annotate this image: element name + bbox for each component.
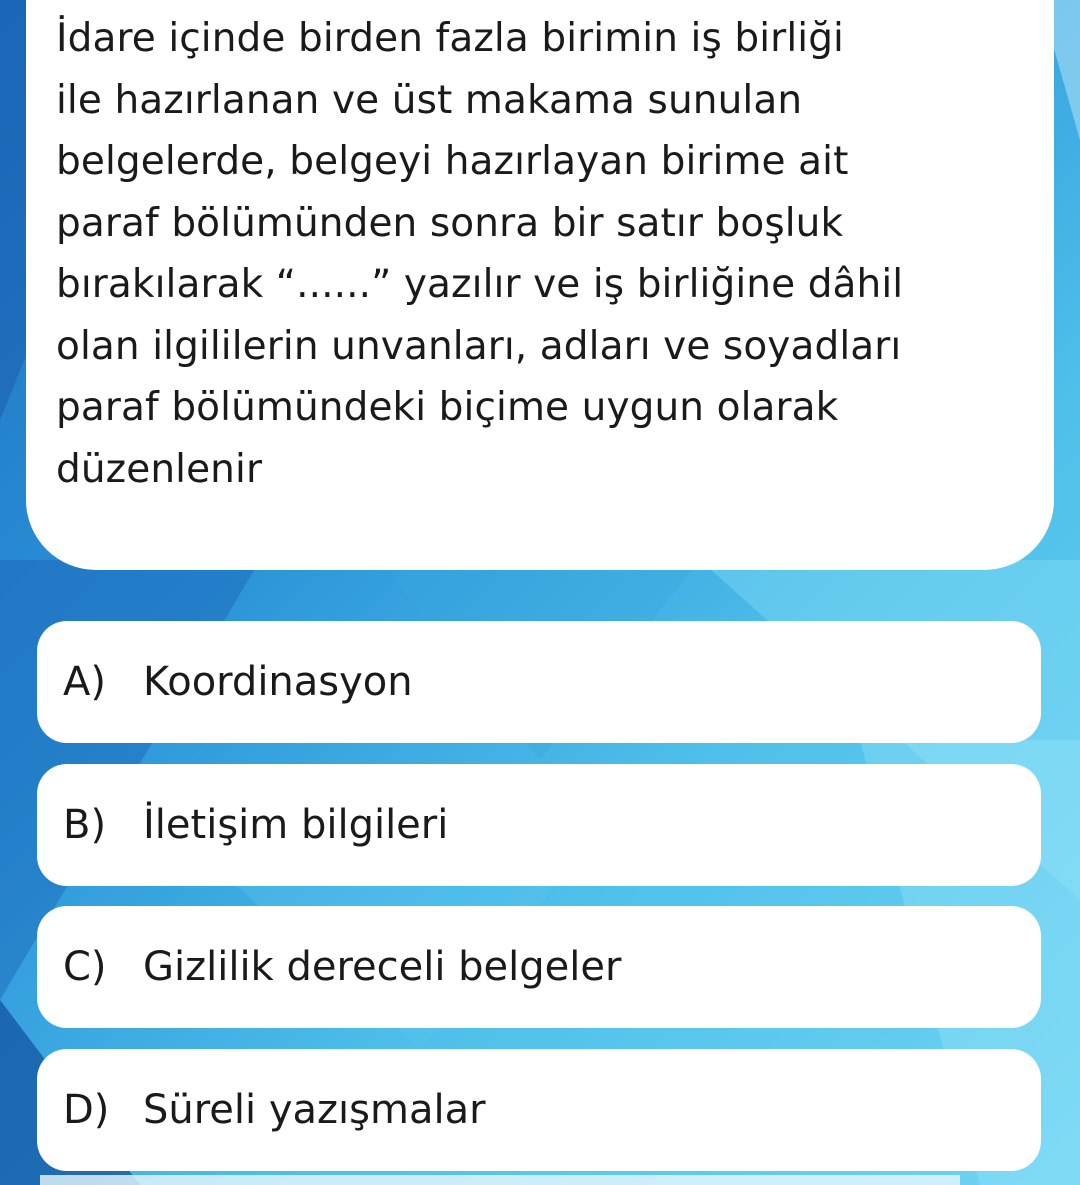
option-letter: C) — [63, 944, 107, 990]
option-text: Gizlilik dereceli belgeler — [143, 944, 622, 990]
question-card — [26, 0, 1054, 570]
option-letter: D) — [63, 1087, 110, 1133]
option-text: Koordinasyon — [143, 659, 413, 705]
option-text: Süreli yazışmalar — [143, 1087, 486, 1133]
option-a-button[interactable] — [37, 621, 1041, 743]
option-text: İletişim bilgileri — [143, 802, 449, 848]
option-c-button[interactable] — [37, 906, 1041, 1028]
option-letter: A) — [63, 659, 106, 705]
option-letter: B) — [63, 802, 107, 848]
question-text: İdare içinde birden fazla birimin iş birliği ile hazırlanan ve üst makama sunulan belgelerde, belgeyi hazırlayan birime ait paraf bölümünden sonra bir satır boşluk bırakılarak “......” yazılır ve iş birliğine dâhil olan ilgililerin unvanları, adları ve soyadları paraf bölümündeki biçime uygun olarak düzenlenir — [56, 16, 904, 492]
option-d-button[interactable] — [37, 1049, 1041, 1171]
option-b-button[interactable] — [37, 764, 1041, 886]
